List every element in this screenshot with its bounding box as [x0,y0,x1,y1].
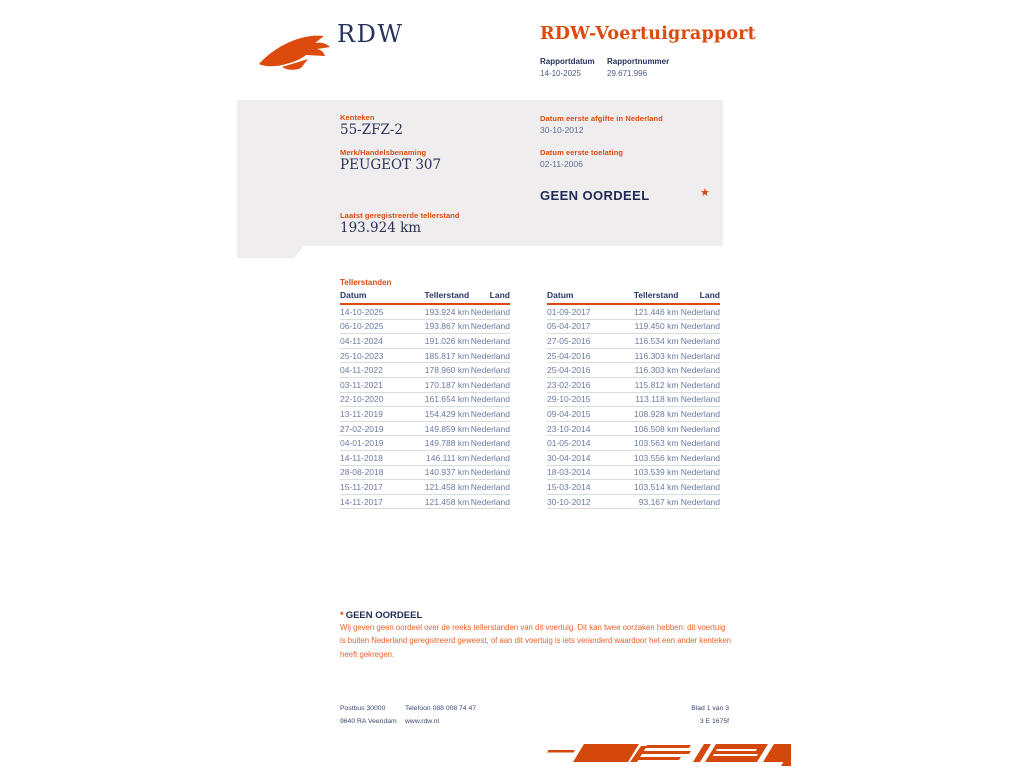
country-cell: Nederland [470,394,510,405]
odometer-cell: 119.450 km [634,321,679,332]
table-row [340,436,510,451]
table-row [547,466,720,481]
footnote-body: Wij geven geen oordeel over de reeks tellerstanden van dit voertuig. Dit kan twee oorzaken hebben: dit voertuig is buiten Nederland geregistreerd geweest, of aan dit voertuig is iets veranderd waardoor het een ander kenteken heeft gekregen. [340,623,731,659]
table-row [547,305,720,320]
country-cell: Nederland [680,394,720,405]
table-row [547,334,720,349]
date-cell: 03-11-2021 [340,379,383,390]
tellerstand-value: 193.924 km [340,220,422,236]
odometer-cell: 103.539 km [634,467,679,478]
odometer-table-right [547,290,720,509]
table-row [340,363,510,378]
odometer-cell: 113.118 km [635,394,679,405]
country-cell: Nederland [680,350,720,361]
date-cell: 06-10-2025 [340,321,384,332]
date-cell: 30-10-2012 [547,496,591,507]
date-cell: 04-11-2024 [340,335,383,346]
report-number-label: Rapportnummer [607,57,670,66]
odometer-cell: 93.167 km [638,496,679,507]
odometer-table-left [340,290,510,509]
date-cell: 23-10-2014 [547,423,591,434]
date-cell: 25-04-2016 [547,365,591,376]
table-row [340,451,510,466]
date-cell: 04-11-2022 [340,365,383,376]
footer-postbus: Postbus 30000 [340,705,386,712]
date-cell: 29-10-2015 [547,394,591,405]
odometer-cell: 121.458 km [424,481,470,492]
table-row [340,378,510,393]
country-cell: Nederland [470,496,510,507]
column-header-datum: Datum [340,290,367,300]
table-row [547,451,720,466]
date-cell: 30-04-2014 [547,452,591,463]
table-row [340,495,510,510]
odometer-cell: 178.960 km [424,365,470,376]
country-cell: Nederland [470,423,510,434]
table-row [340,422,510,437]
table-row [547,495,720,510]
date-cell: 05-04-2017 [547,321,591,332]
page-title: RDW-Voertuigrapport [540,24,756,44]
country-cell: Nederland [470,321,510,332]
country-cell: Nederland [680,423,720,434]
table-row [340,480,510,495]
date-cell: 27-05-2016 [547,335,591,346]
footer-website-link[interactable]: www.rdw.nl [405,718,439,725]
date-cell: 28-08-2018 [340,467,384,478]
column-header-datum: Datum [547,290,574,300]
kenteken-value: 55-ZFZ-2 [340,122,404,138]
odometer-cell: 108.928 km [634,408,679,419]
date-cell: 23-02-2016 [547,379,591,390]
toelating-value: 02-11-2006 [540,159,583,169]
country-cell: Nederland [470,335,510,346]
report-date-label: Rapportdatum [540,57,595,66]
table-row [340,466,510,481]
table-row [547,378,720,393]
column-header-tellerstand: Tellerstand [424,290,470,300]
table-row [547,407,720,422]
odometer-cell: 103.563 km [634,438,679,449]
odometer-cell: 106.508 km [634,423,679,434]
country-cell: Nederland [470,467,510,478]
footer-page-info [691,702,729,728]
date-cell: 04-01-2019 [340,438,384,449]
afgifte-value: 30-10-2012 [540,125,584,135]
footer-contact [405,702,476,728]
date-cell: 25-04-2016 [547,350,591,361]
country-cell: Nederland [470,481,510,492]
odometer-cell: 185.817 km [424,350,470,361]
footer-form-code: 3 E 1675f [699,718,729,725]
odometer-cell: 154.429 km [424,408,470,419]
table-row [340,407,510,422]
date-cell: 01-09-2017 [547,306,591,317]
date-cell: 15-11-2017 [340,481,383,492]
table-row [547,320,720,335]
country-cell: Nederland [470,379,510,390]
date-cell: 27-02-2019 [340,423,384,434]
table-row [340,320,510,335]
footer-address [340,702,397,728]
table-header-row [547,290,720,305]
date-cell: 09-04-2015 [547,408,591,419]
odometer-cell: 103.514 km [634,481,679,492]
date-cell: 13-11-2019 [340,408,383,419]
table-body [547,305,720,509]
table-row [547,436,720,451]
column-header-land: Land [699,290,720,300]
odometer-cell: 170.187 km [424,379,470,390]
odometer-cell: 140.937 km [424,467,470,478]
report-number-value: 29.671.996 [607,69,648,78]
date-cell: 15-03-2014 [547,481,591,492]
table-row [340,393,510,408]
table-row [340,305,510,320]
country-cell: Nederland [680,321,720,332]
country-cell: Nederland [680,452,720,463]
odometer-cell: 116.303 km [634,365,679,376]
date-cell: 22-10-2020 [340,394,384,405]
tellerstanden-section-title: Tellerstanden [340,278,392,287]
rdw-logo-icon [256,26,334,72]
column-header-land: Land [489,290,510,300]
odometer-cell: 161.654 km [424,394,470,405]
table-row [547,349,720,364]
country-cell: Nederland [470,350,510,361]
odometer-cell: 149.788 km [424,438,470,449]
odometer-cell: 121.446 km [634,306,679,317]
table-row [547,422,720,437]
table-row [340,349,510,364]
odometer-cell: 193.924 km [424,306,470,317]
country-cell: Nederland [680,379,720,390]
merk-value: PEUGEOT 307 [340,157,442,173]
date-cell: 01-05-2014 [547,438,591,449]
odometer-cell: 116.534 km [634,335,679,346]
footnote-asterisk: * [340,610,344,621]
date-cell: 14-10-2025 [340,306,384,317]
odometer-cell: 149.859 km [424,423,470,434]
country-cell: Nederland [680,335,720,346]
footnote-title: GEEN OORDEEL [345,610,423,621]
vehicle-summary-box [237,100,723,258]
date-cell: 14-11-2018 [340,452,383,463]
verdict-text: GEEN OORDEEL [540,188,650,203]
country-cell: Nederland [470,365,510,376]
country-cell: Nederland [470,306,510,317]
odometer-cell: 116.303 km [634,350,679,361]
table-header-row [340,290,510,305]
toelating-label: Datum eerste toelating [540,148,624,157]
odometer-cell: 191.026 km [424,335,470,346]
country-cell: Nederland [680,438,720,449]
tellerstand-label: Laatst geregistreerde tellerstand [340,211,460,220]
odometer-cell: 103.556 km [634,452,679,463]
table-row [547,480,720,495]
report-date-value: 14-10-2025 [540,69,581,78]
odometer-cell: 115.812 km [634,379,679,390]
country-cell: Nederland [680,365,720,376]
odometer-cell: 193.867 km [424,321,470,332]
country-cell: Nederland [680,467,720,478]
table-body [340,305,510,509]
country-cell: Nederland [470,452,510,463]
kenteken-label: Kenteken [340,113,375,122]
table-row [340,334,510,349]
country-cell: Nederland [470,438,510,449]
footer-city: 9640 RA Veendam [340,718,397,725]
odometer-cell: 146.111 km [426,452,470,463]
country-cell: Nederland [680,306,720,317]
speed-lines-icon [545,742,791,768]
merk-label: Merk/Handelsbenaming [340,148,427,157]
country-cell: Nederland [680,496,720,507]
afgifte-label: Datum eerste afgifte in Nederland [540,114,663,123]
rdw-logo-text: RDW [337,20,404,48]
odometer-cell: 121.458 km [424,496,470,507]
column-header-tellerstand: Tellerstand [633,290,679,300]
table-row [547,363,720,378]
date-cell: 25-10-2023 [340,350,384,361]
date-cell: 14-11-2017 [340,496,383,507]
star-icon: ★ [700,187,710,199]
country-cell: Nederland [680,481,720,492]
country-cell: Nederland [680,408,720,419]
table-row [547,393,720,408]
footer-phone: Telefoon 088 008 74 47 [405,705,477,712]
footer-page-number: Blad 1 van 3 [691,705,729,712]
date-cell: 18-03-2014 [547,467,591,478]
country-cell: Nederland [470,408,510,419]
